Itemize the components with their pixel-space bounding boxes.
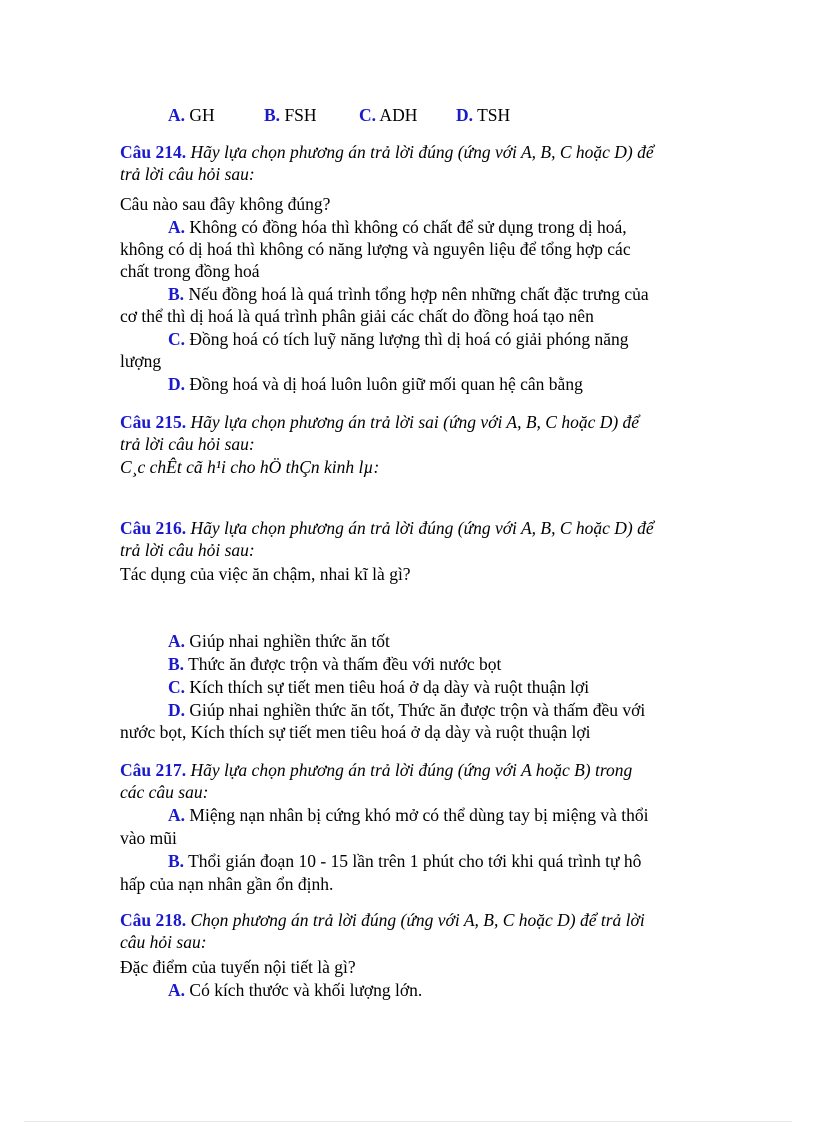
- question-number: Câu 215.: [120, 412, 187, 432]
- option-text: GH: [185, 105, 215, 125]
- answer-a-cont: không có dị hoá thì không có năng lượng và nguyên liệu để tổng hợp các: [120, 239, 631, 259]
- answer-text: Miệng nạn nhân bị cứng khó mở có thể dùng tay bị miệng và thổi: [185, 805, 649, 825]
- question-instruction: Hãy lựa chọn phương án trả lời đúng (ứng với A, B, C hoặc D) để: [186, 142, 654, 162]
- answer-text: Giúp nhai nghiền thức ăn tốt, Thức ăn được trộn và thấm đều với: [185, 700, 646, 720]
- answer-b-cont: cơ thể thì dị hoá là quá trình phân giải các chất do đồng hoá tạo nên: [120, 306, 594, 326]
- answer-letter: A.: [168, 631, 186, 651]
- answer-text: Thổi gián đoạn 10 - 15 lần trên 1 phút cho tới khi quá trình tự hô: [184, 851, 642, 871]
- answer-letter: B.: [168, 851, 185, 871]
- answer-a: [168, 216, 627, 238]
- question-instruction: Hãy lựa chọn phương án trả lời đúng (ứng với A hoặc B) trong: [186, 760, 633, 780]
- option-d: [456, 104, 510, 126]
- answer-b: [168, 653, 501, 675]
- question-number: Câu 217.: [120, 760, 187, 780]
- answer-c-cont: lượng: [120, 351, 162, 371]
- option-letter: D.: [456, 105, 474, 125]
- option-a: [168, 104, 215, 126]
- answer-letter: C.: [168, 329, 186, 349]
- question-header: [120, 141, 654, 163]
- option-letter: A.: [168, 105, 186, 125]
- option-letter: B.: [264, 105, 281, 125]
- question-header: [120, 759, 632, 781]
- answer-a: [168, 630, 390, 652]
- option-letter: C.: [359, 105, 377, 125]
- question-text: Tác dụng của việc ăn chậm, nhai kĩ là gì?: [120, 564, 411, 584]
- answer-letter: D.: [168, 374, 186, 394]
- answer-b-cont: hấp của nạn nhân gần ổn định.: [120, 874, 334, 894]
- question-number: Câu 216.: [120, 518, 187, 538]
- question-header: [120, 909, 645, 931]
- answer-a-cont: vào mũi: [120, 828, 177, 848]
- answer-letter: B.: [168, 654, 185, 674]
- answer-d: [168, 373, 583, 395]
- answer-text: Đồng hoá có tích luỹ năng lượng thì dị hoá có giải phóng năng: [185, 329, 629, 349]
- question-text: Đặc điểm của tuyến nội tiết là gì?: [120, 957, 356, 977]
- answer-letter: B.: [168, 284, 185, 304]
- answer-text: Kích thích sự tiết men tiêu hoá ở dạ dày và ruột thuận lợi: [185, 677, 590, 697]
- answer-letter: D.: [168, 700, 186, 720]
- question-instruction-cont: các câu sau:: [120, 782, 209, 802]
- answer-letter: A.: [168, 805, 186, 825]
- option-text: FSH: [280, 105, 317, 125]
- answer-text: Giúp nhai nghiền thức ăn tốt: [185, 631, 390, 651]
- question-instruction-cont: câu hỏi sau:: [120, 932, 207, 952]
- answer-text: Nếu đồng hoá là quá trình tổng hợp nên những chất đặc trưng của: [184, 284, 649, 304]
- question-instruction-cont: trả lời câu hỏi sau:: [120, 434, 255, 454]
- page-bottom-edge: [24, 1121, 792, 1122]
- question-instruction-cont: trả lời câu hỏi sau:: [120, 540, 255, 560]
- answer-d: [168, 699, 645, 721]
- option-b: [264, 104, 317, 126]
- answer-letter: A.: [168, 217, 186, 237]
- answer-c: [168, 676, 589, 698]
- question-header: [120, 411, 639, 433]
- answer-c: [168, 328, 629, 350]
- answer-a-cont: chất trong đồng hoá: [120, 261, 260, 281]
- question-instruction-cont: trả lời câu hỏi sau:: [120, 164, 255, 184]
- answer-text: Không có đồng hóa thì không có chất để sử dụng trong dị hoá,: [185, 217, 627, 237]
- option-text: TSH: [473, 105, 511, 125]
- option-c: [359, 104, 417, 126]
- option-text: ADH: [376, 105, 418, 125]
- answer-letter: C.: [168, 677, 186, 697]
- answer-text: Thức ăn được trộn và thấm đều với nước bọt: [184, 654, 502, 674]
- question-number: Câu 218.: [120, 910, 187, 930]
- answer-text: Có kích thước và khối lượng lớn.: [185, 980, 423, 1000]
- question-text: Câu nào sau đây không đúng?: [120, 194, 331, 214]
- question-header: [120, 517, 654, 539]
- question-instruction: Chọn phương án trả lời đúng (ứng với A, B, C hoặc D) để trả lời: [186, 910, 645, 930]
- answer-a: [168, 804, 648, 826]
- question-instruction: Hãy lựa chọn phương án trả lời sai (ứng với A, B, C hoặc D) để: [186, 412, 640, 432]
- question-text: C¸c chÊt cã h¹i cho hÖ thÇn kinh lµ:: [120, 457, 380, 477]
- question-number: Câu 214.: [120, 142, 187, 162]
- answer-b: [168, 850, 641, 872]
- answer-letter: A.: [168, 980, 186, 1000]
- question-instruction: Hãy lựa chọn phương án trả lời đúng (ứng với A, B, C hoặc D) để: [186, 518, 654, 538]
- answer-a: [168, 979, 422, 1001]
- answer-d-cont: nước bọt, Kích thích sự tiết men tiêu hoá ở dạ dày và ruột thuận lợi: [120, 722, 591, 742]
- answer-text: Đồng hoá và dị hoá luôn luôn giữ mối quan hệ cân bằng: [185, 374, 583, 394]
- answer-b: [168, 283, 649, 305]
